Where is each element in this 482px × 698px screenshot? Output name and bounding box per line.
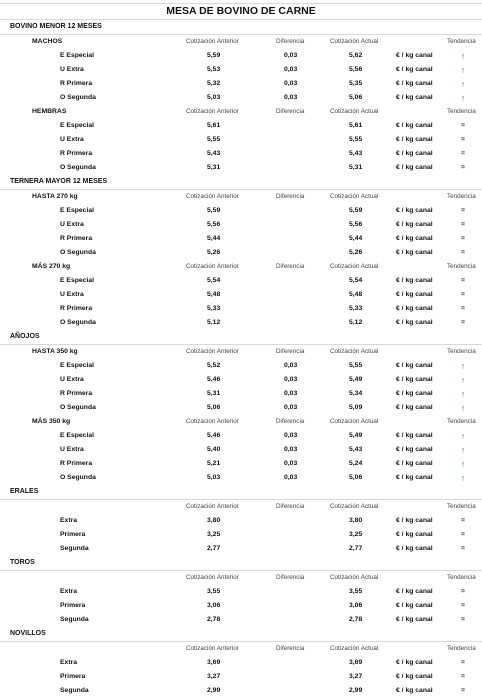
price-actual: 5,56 (349, 221, 363, 228)
price-actual: 5,26 (349, 249, 363, 256)
unit-label: € / kg canal (396, 517, 433, 524)
table-row (0, 161, 482, 175)
unit-label: € / kg canal (396, 432, 433, 439)
equal-icon: = (461, 531, 465, 538)
unit-label: € / kg canal (396, 235, 433, 242)
price-diferencia: 0,03 (284, 446, 298, 453)
table-row (0, 684, 482, 698)
price-diferencia: 0,03 (284, 474, 298, 481)
arrow-up-icon: ↑ (460, 93, 466, 103)
table-row (0, 443, 482, 457)
column-header-row (0, 642, 482, 656)
table-row (0, 218, 482, 232)
table-row (0, 302, 482, 316)
unit-label: € / kg canal (396, 207, 433, 214)
section-header: BOVINO MENOR 12 MESES (0, 20, 482, 35)
equal-icon: = (461, 122, 465, 129)
price-actual: 5,06 (349, 94, 363, 101)
unit-label: € / kg canal (396, 150, 433, 157)
table-row (0, 63, 482, 77)
unit-label: € / kg canal (396, 277, 433, 284)
category-name: O Segunda (60, 474, 96, 481)
category-name: Extra (60, 517, 78, 524)
table-row (0, 401, 482, 415)
price-actual: 3,27 (349, 673, 363, 680)
table-row (0, 542, 482, 556)
category-name: E Especial (60, 52, 95, 59)
price-anterior: 5,26 (207, 249, 221, 256)
category-name: Segunda (60, 616, 89, 623)
price-anterior: 3,25 (207, 531, 221, 538)
price-anterior: 5,52 (207, 362, 221, 369)
price-anterior: 3,06 (207, 602, 221, 609)
table-row (0, 232, 482, 246)
unit-label: € / kg canal (396, 616, 433, 623)
header-anterior: Cotización Anterior (186, 38, 239, 45)
header-anterior: Cotización Anterior (186, 108, 239, 115)
header-actual: Cotización Actual (330, 263, 379, 270)
price-anterior: 2,78 (207, 616, 221, 623)
unit-label: € / kg canal (396, 545, 433, 552)
price-actual: 2,78 (349, 616, 363, 623)
header-diferencia: Diferencia (276, 645, 305, 652)
equal-icon: = (461, 602, 465, 609)
price-actual: 3,69 (349, 659, 363, 666)
table-row (0, 387, 482, 401)
unit-label: € / kg canal (396, 602, 433, 609)
unit-label: € / kg canal (396, 221, 433, 228)
header-tendencia: Tendencia (447, 108, 476, 115)
price-actual: 5,09 (349, 404, 363, 411)
unit-label: € / kg canal (396, 164, 433, 171)
price-actual: 5,61 (349, 122, 363, 129)
arrow-up-icon: ↑ (460, 431, 466, 441)
price-actual: 2,77 (349, 545, 363, 552)
category-name: Extra (60, 588, 78, 595)
header-diferencia: Diferencia (276, 418, 305, 425)
table-row (0, 585, 482, 599)
unit-label: € / kg canal (396, 305, 433, 312)
category-name: Primera (60, 531, 86, 538)
header-diferencia: Diferencia (276, 263, 305, 270)
price-anterior: 5,59 (207, 207, 221, 214)
table-row (0, 373, 482, 387)
header-tendencia: Tendencia (447, 503, 476, 510)
price-diferencia: 0,03 (284, 94, 298, 101)
equal-icon: = (461, 673, 465, 680)
category-name: Primera (60, 673, 86, 680)
group-label: MÁS 350 kg (32, 418, 71, 425)
header-diferencia: Diferencia (276, 574, 305, 581)
header-anterior: Cotización Anterior (186, 263, 239, 270)
column-header-row (0, 415, 482, 429)
header-diferencia: Diferencia (276, 108, 305, 115)
table-row (0, 91, 482, 105)
category-name: R Primera (60, 235, 93, 242)
price-board (0, 3, 482, 698)
header-anterior: Cotización Anterior (186, 193, 239, 200)
category-name: Segunda (60, 687, 89, 694)
price-actual: 5,24 (349, 460, 363, 467)
price-anterior: 5,40 (207, 446, 221, 453)
price-actual: 5,44 (349, 235, 363, 242)
column-header-row (0, 345, 482, 359)
category-name: Segunda (60, 545, 89, 552)
table-row (0, 274, 482, 288)
price-actual: 5,49 (349, 432, 363, 439)
table-row (0, 147, 482, 161)
header-actual: Cotización Actual (330, 574, 379, 581)
unit-label: € / kg canal (396, 66, 433, 73)
unit-label: € / kg canal (396, 659, 433, 666)
arrow-up-icon: ↑ (460, 361, 466, 371)
table-row (0, 613, 482, 627)
price-anterior: 5,43 (207, 150, 221, 157)
price-actual: 5,54 (349, 277, 363, 284)
price-actual: 5,59 (349, 207, 363, 214)
unit-label: € / kg canal (396, 376, 433, 383)
price-actual: 3,55 (349, 588, 363, 595)
price-diferencia: 0,03 (284, 390, 298, 397)
unit-label: € / kg canal (396, 474, 433, 481)
unit-label: € / kg canal (396, 249, 433, 256)
price-actual: 2,99 (349, 687, 363, 694)
column-header-row (0, 571, 482, 585)
section-header: AÑOJOS (0, 330, 482, 345)
group-label: HASTA 270 kg (32, 193, 78, 200)
header-actual: Cotización Actual (330, 503, 379, 510)
price-anterior: 5,44 (207, 235, 221, 242)
price-actual: 5,49 (349, 376, 363, 383)
unit-label: € / kg canal (396, 94, 433, 101)
equal-icon: = (461, 291, 465, 298)
equal-icon: = (461, 235, 465, 242)
price-actual: 5,35 (349, 80, 363, 87)
category-name: R Primera (60, 150, 93, 157)
section-header: TOROS (0, 556, 482, 571)
header-anterior: Cotización Anterior (186, 418, 239, 425)
category-name: R Primera (60, 460, 93, 467)
price-actual: 5,33 (349, 305, 363, 312)
arrow-up-icon: ↑ (460, 445, 466, 455)
equal-icon: = (461, 207, 465, 214)
price-anterior: 5,46 (207, 432, 221, 439)
equal-icon: = (461, 545, 465, 552)
price-anterior: 3,80 (207, 517, 221, 524)
arrow-up-icon: ↑ (460, 389, 466, 399)
header-tendencia: Tendencia (447, 38, 476, 45)
unit-label: € / kg canal (396, 362, 433, 369)
table-row (0, 119, 482, 133)
unit-label: € / kg canal (396, 122, 433, 129)
header-anterior: Cotización Anterior (186, 348, 239, 355)
header-tendencia: Tendencia (447, 193, 476, 200)
column-header-row (0, 190, 482, 204)
header-tendencia: Tendencia (447, 263, 476, 270)
header-diferencia: Diferencia (276, 503, 305, 510)
price-diferencia: 0,03 (284, 362, 298, 369)
unit-label: € / kg canal (396, 687, 433, 694)
price-diferencia: 0,03 (284, 66, 298, 73)
price-anterior: 5,03 (207, 474, 221, 481)
price-actual: 5,56 (349, 66, 363, 73)
table-row (0, 359, 482, 373)
unit-label: € / kg canal (396, 136, 433, 143)
price-actual: 5,06 (349, 474, 363, 481)
header-actual: Cotización Actual (330, 645, 379, 652)
unit-label: € / kg canal (396, 673, 433, 680)
column-header-row (0, 35, 482, 49)
unit-label: € / kg canal (396, 446, 433, 453)
category-name: O Segunda (60, 404, 96, 411)
equal-icon: = (461, 305, 465, 312)
column-header-row (0, 500, 482, 514)
column-header-row (0, 260, 482, 274)
unit-label: € / kg canal (396, 291, 433, 298)
header-anterior: Cotización Anterior (186, 503, 239, 510)
price-anterior: 5,12 (207, 319, 221, 326)
section-header: ERALES (0, 485, 482, 500)
price-anterior: 5,46 (207, 376, 221, 383)
price-actual: 5,55 (349, 136, 363, 143)
equal-icon: = (461, 249, 465, 256)
header-actual: Cotización Actual (330, 193, 379, 200)
table-row (0, 599, 482, 613)
unit-label: € / kg canal (396, 319, 433, 326)
equal-icon: = (461, 659, 465, 666)
arrow-up-icon: ↑ (460, 79, 466, 89)
price-diferencia: 0,03 (284, 52, 298, 59)
equal-icon: = (461, 687, 465, 694)
unit-label: € / kg canal (396, 390, 433, 397)
price-anterior: 2,99 (207, 687, 221, 694)
header-anterior: Cotización Anterior (186, 645, 239, 652)
header-diferencia: Diferencia (276, 193, 305, 200)
header-diferencia: Diferencia (276, 38, 305, 45)
price-actual: 3,80 (349, 517, 363, 524)
table-row (0, 77, 482, 91)
equal-icon: = (461, 616, 465, 623)
page-title: MESA DE BOVINO DE CARNE (0, 3, 482, 20)
category-name: E Especial (60, 207, 95, 214)
price-actual: 5,43 (349, 150, 363, 157)
header-tendencia: Tendencia (447, 418, 476, 425)
price-diferencia: 0,03 (284, 80, 298, 87)
equal-icon: = (461, 588, 465, 595)
price-actual: 5,34 (349, 390, 363, 397)
category-name: U Extra (60, 221, 84, 228)
price-anterior: 5,55 (207, 136, 221, 143)
header-tendencia: Tendencia (447, 348, 476, 355)
category-name: U Extra (60, 446, 84, 453)
category-name: U Extra (60, 66, 84, 73)
category-name: Primera (60, 602, 86, 609)
header-actual: Cotización Actual (330, 348, 379, 355)
price-actual: 5,48 (349, 291, 363, 298)
unit-label: € / kg canal (396, 460, 433, 467)
price-diferencia: 0,03 (284, 404, 298, 411)
arrow-up-icon: ↑ (460, 375, 466, 385)
price-diferencia: 0,03 (284, 460, 298, 467)
arrow-up-icon: ↑ (460, 51, 466, 61)
equal-icon: = (461, 164, 465, 171)
category-name: R Primera (60, 390, 93, 397)
category-name: O Segunda (60, 249, 96, 256)
table-row (0, 514, 482, 528)
arrow-up-icon: ↑ (460, 65, 466, 75)
category-name: O Segunda (60, 319, 96, 326)
arrow-up-icon: ↑ (460, 459, 466, 469)
unit-label: € / kg canal (396, 52, 433, 59)
price-actual: 3,25 (349, 531, 363, 538)
table-row (0, 670, 482, 684)
sections-container (0, 20, 482, 698)
table-row (0, 49, 482, 63)
price-anterior: 5,53 (207, 66, 221, 73)
category-name: O Segunda (60, 164, 96, 171)
table-row (0, 457, 482, 471)
price-anterior: 5,56 (207, 221, 221, 228)
header-actual: Cotización Actual (330, 418, 379, 425)
table-row (0, 246, 482, 260)
arrow-up-icon: ↑ (460, 403, 466, 413)
category-name: U Extra (60, 376, 84, 383)
header-diferencia: Diferencia (276, 348, 305, 355)
category-name: Extra (60, 659, 78, 666)
category-name: E Especial (60, 122, 95, 129)
header-actual: Cotización Actual (330, 38, 379, 45)
table-row (0, 471, 482, 485)
table-row (0, 528, 482, 542)
price-actual: 5,12 (349, 319, 363, 326)
table-row (0, 288, 482, 302)
price-anterior: 5,61 (207, 122, 221, 129)
price-anterior: 3,27 (207, 673, 221, 680)
category-name: R Primera (60, 305, 93, 312)
price-actual: 5,62 (349, 52, 363, 59)
price-anterior: 5,06 (207, 404, 221, 411)
category-name: E Especial (60, 432, 95, 439)
table-row (0, 316, 482, 330)
equal-icon: = (461, 319, 465, 326)
price-anterior: 5,32 (207, 80, 221, 87)
header-anterior: Cotización Anterior (186, 574, 239, 581)
price-anterior: 5,31 (207, 390, 221, 397)
category-name: O Segunda (60, 94, 96, 101)
price-anterior: 5,59 (207, 52, 221, 59)
price-anterior: 3,69 (207, 659, 221, 666)
price-actual: 5,31 (349, 164, 363, 171)
arrow-up-icon: ↑ (460, 473, 466, 483)
group-label: MÁS 270 kg (32, 263, 71, 270)
price-actual: 5,43 (349, 446, 363, 453)
price-anterior: 5,54 (207, 277, 221, 284)
price-diferencia: 0,03 (284, 432, 298, 439)
price-anterior: 5,21 (207, 460, 221, 467)
group-label: HASTA 350 kg (32, 348, 78, 355)
table-row (0, 133, 482, 147)
group-label: MACHOS (32, 38, 63, 45)
unit-label: € / kg canal (396, 531, 433, 538)
table-row (0, 204, 482, 218)
group-label: HEMBRAS (32, 108, 67, 115)
section-header: TERNERA MAYOR 12 MESES (0, 175, 482, 190)
price-actual: 3,06 (349, 602, 363, 609)
section-header: NOVILLOS (0, 627, 482, 642)
category-name: U Extra (60, 136, 84, 143)
table-row (0, 656, 482, 670)
unit-label: € / kg canal (396, 588, 433, 595)
unit-label: € / kg canal (396, 404, 433, 411)
equal-icon: = (461, 136, 465, 143)
header-tendencia: Tendencia (447, 574, 476, 581)
unit-label: € / kg canal (396, 80, 433, 87)
price-anterior: 2,77 (207, 545, 221, 552)
category-name: E Especial (60, 277, 95, 284)
price-anterior: 5,03 (207, 94, 221, 101)
price-anterior: 3,55 (207, 588, 221, 595)
price-anterior: 5,48 (207, 291, 221, 298)
column-header-row (0, 105, 482, 119)
equal-icon: = (461, 277, 465, 284)
equal-icon: = (461, 150, 465, 157)
header-tendencia: Tendencia (447, 645, 476, 652)
price-diferencia: 0,03 (284, 376, 298, 383)
category-name: U Extra (60, 291, 84, 298)
price-anterior: 5,33 (207, 305, 221, 312)
price-actual: 5,55 (349, 362, 363, 369)
category-name: E Especial (60, 362, 95, 369)
price-anterior: 5,31 (207, 164, 221, 171)
table-row (0, 429, 482, 443)
equal-icon: = (461, 221, 465, 228)
category-name: R Primera (60, 80, 93, 87)
equal-icon: = (461, 517, 465, 524)
header-actual: Cotización Actual (330, 108, 379, 115)
